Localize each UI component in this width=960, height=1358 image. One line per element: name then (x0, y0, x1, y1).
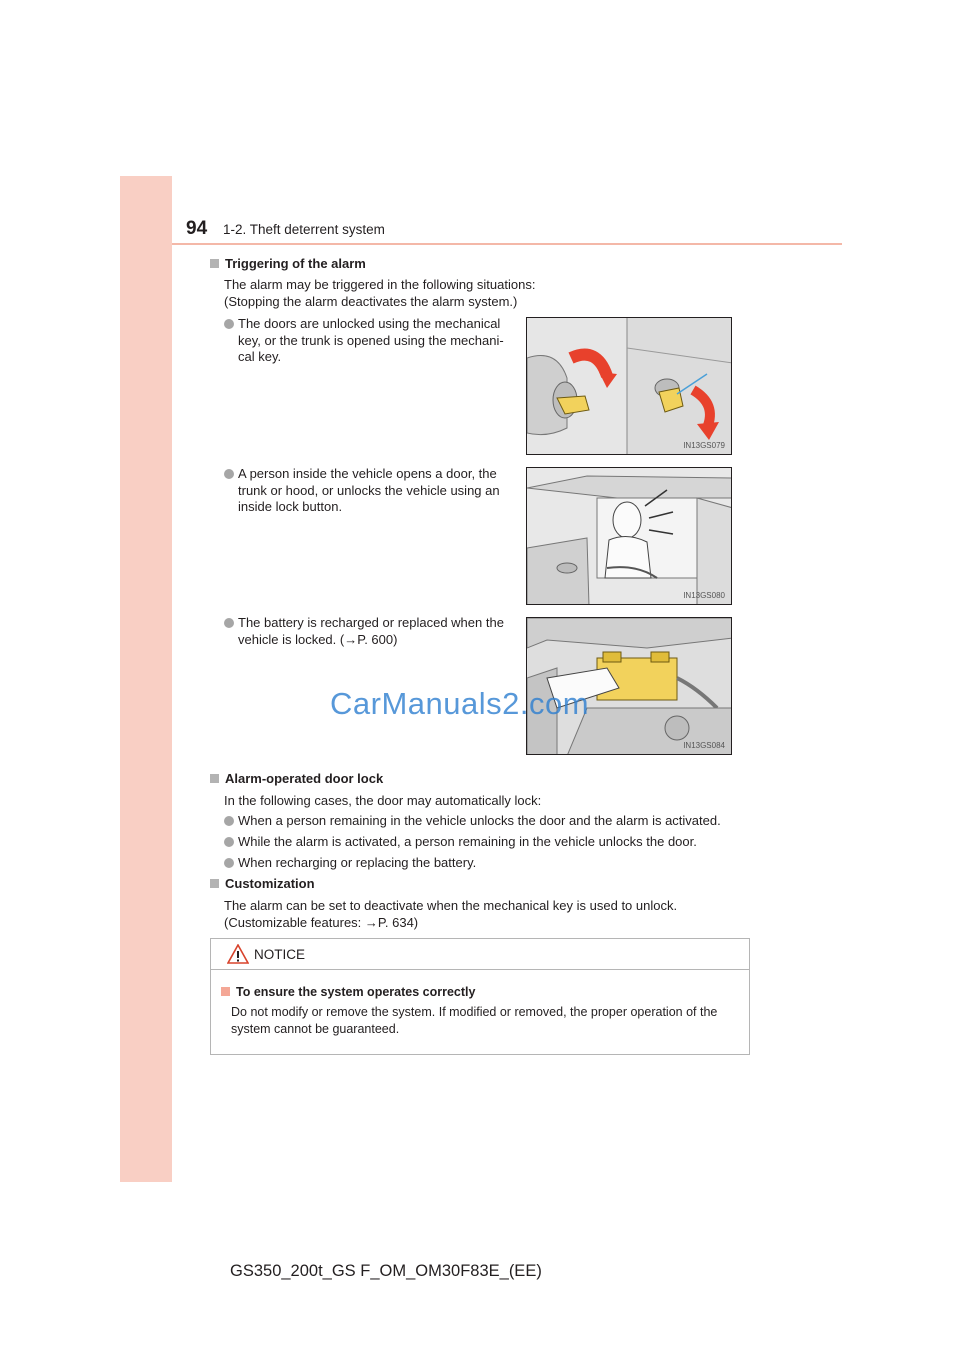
header-rule (172, 243, 842, 245)
triggering-item-1: The doors are unlocked using the mechanical key, or the trunk is opened using the mechani- cal key. (224, 316, 516, 366)
page-number: 94 (186, 218, 208, 239)
triggering-intro-2: (Stopping the alarm deactivates the alarm system.) (224, 294, 518, 309)
bullet-dot-icon (224, 469, 234, 479)
bullet-dot-icon (224, 837, 234, 847)
triggering-item-2: A person inside the vehicle opens a door, the trunk or hood, or unlocks the vehicle using an inside lock button. (224, 466, 516, 516)
alarm-lock-intro: In the following cases, the door may automatically lock: (224, 793, 542, 808)
notice-label: NOTICE (254, 947, 306, 962)
figure-code: IN13GS084 (683, 741, 725, 750)
section-title: 1-2. Theft deterrent system (223, 222, 385, 237)
square-bullet-icon (210, 774, 219, 783)
chapter-sidebar-band (120, 176, 172, 1182)
figure-person-inside (526, 467, 732, 605)
alarm-lock-heading-text: Alarm-operated door lock (225, 771, 384, 786)
square-bullet-icon (210, 259, 219, 268)
alarm-lock-item-3: When recharging or replacing the battery. (224, 855, 744, 872)
warning-triangle-icon (227, 944, 249, 969)
figure-mechanical-key (526, 317, 732, 455)
alarm-lock-item-2: While the alarm is activated, a person remaining in the vehicle unlocks the door. (224, 834, 744, 851)
customization-line-1: The alarm can be set to deactivate when the mechanical key is used to unlock. (224, 898, 678, 913)
bullet-dot-icon (224, 816, 234, 826)
alarm-lock-heading (210, 771, 383, 786)
notice-subheading: To ensure the system operates correctly (221, 985, 475, 999)
alarm-lock-item-1: When a person remaining in the vehicle unlocks the door and the alarm is activated. (224, 813, 744, 830)
square-bullet-icon (221, 987, 230, 996)
notice-box (210, 938, 750, 1055)
triggering-intro-1: The alarm may be triggered in the following situations: (224, 277, 536, 292)
figure-code: IN13GS079 (683, 441, 725, 450)
figure-code: IN13GS080 (683, 591, 725, 600)
customization-heading (210, 876, 315, 891)
triggering-heading (210, 256, 366, 271)
bullet-dot-icon (224, 618, 234, 628)
notice-text: Do not modify or remove the system. If modified or removed, the proper operation of the system cannot be guaranteed. (231, 1005, 718, 1036)
bullet-dot-icon (224, 319, 234, 329)
square-bullet-icon (210, 879, 219, 888)
bullet-dot-icon (224, 858, 234, 868)
footer-doc-id: GS350_200t_GS F_OM_OM30F83E_(EE) (230, 1262, 542, 1280)
triggering-heading-text: Triggering of the alarm (225, 256, 366, 271)
watermark-logo: CarManuals2.com (330, 686, 590, 721)
customization-heading-text: Customization (225, 876, 315, 891)
triggering-item-3: The battery is recharged or replaced when the vehicle is locked. (→P. 600) (224, 615, 516, 648)
notice-header (211, 939, 749, 970)
customization-line-2: (Customizable features: →P. 634) (224, 915, 419, 930)
